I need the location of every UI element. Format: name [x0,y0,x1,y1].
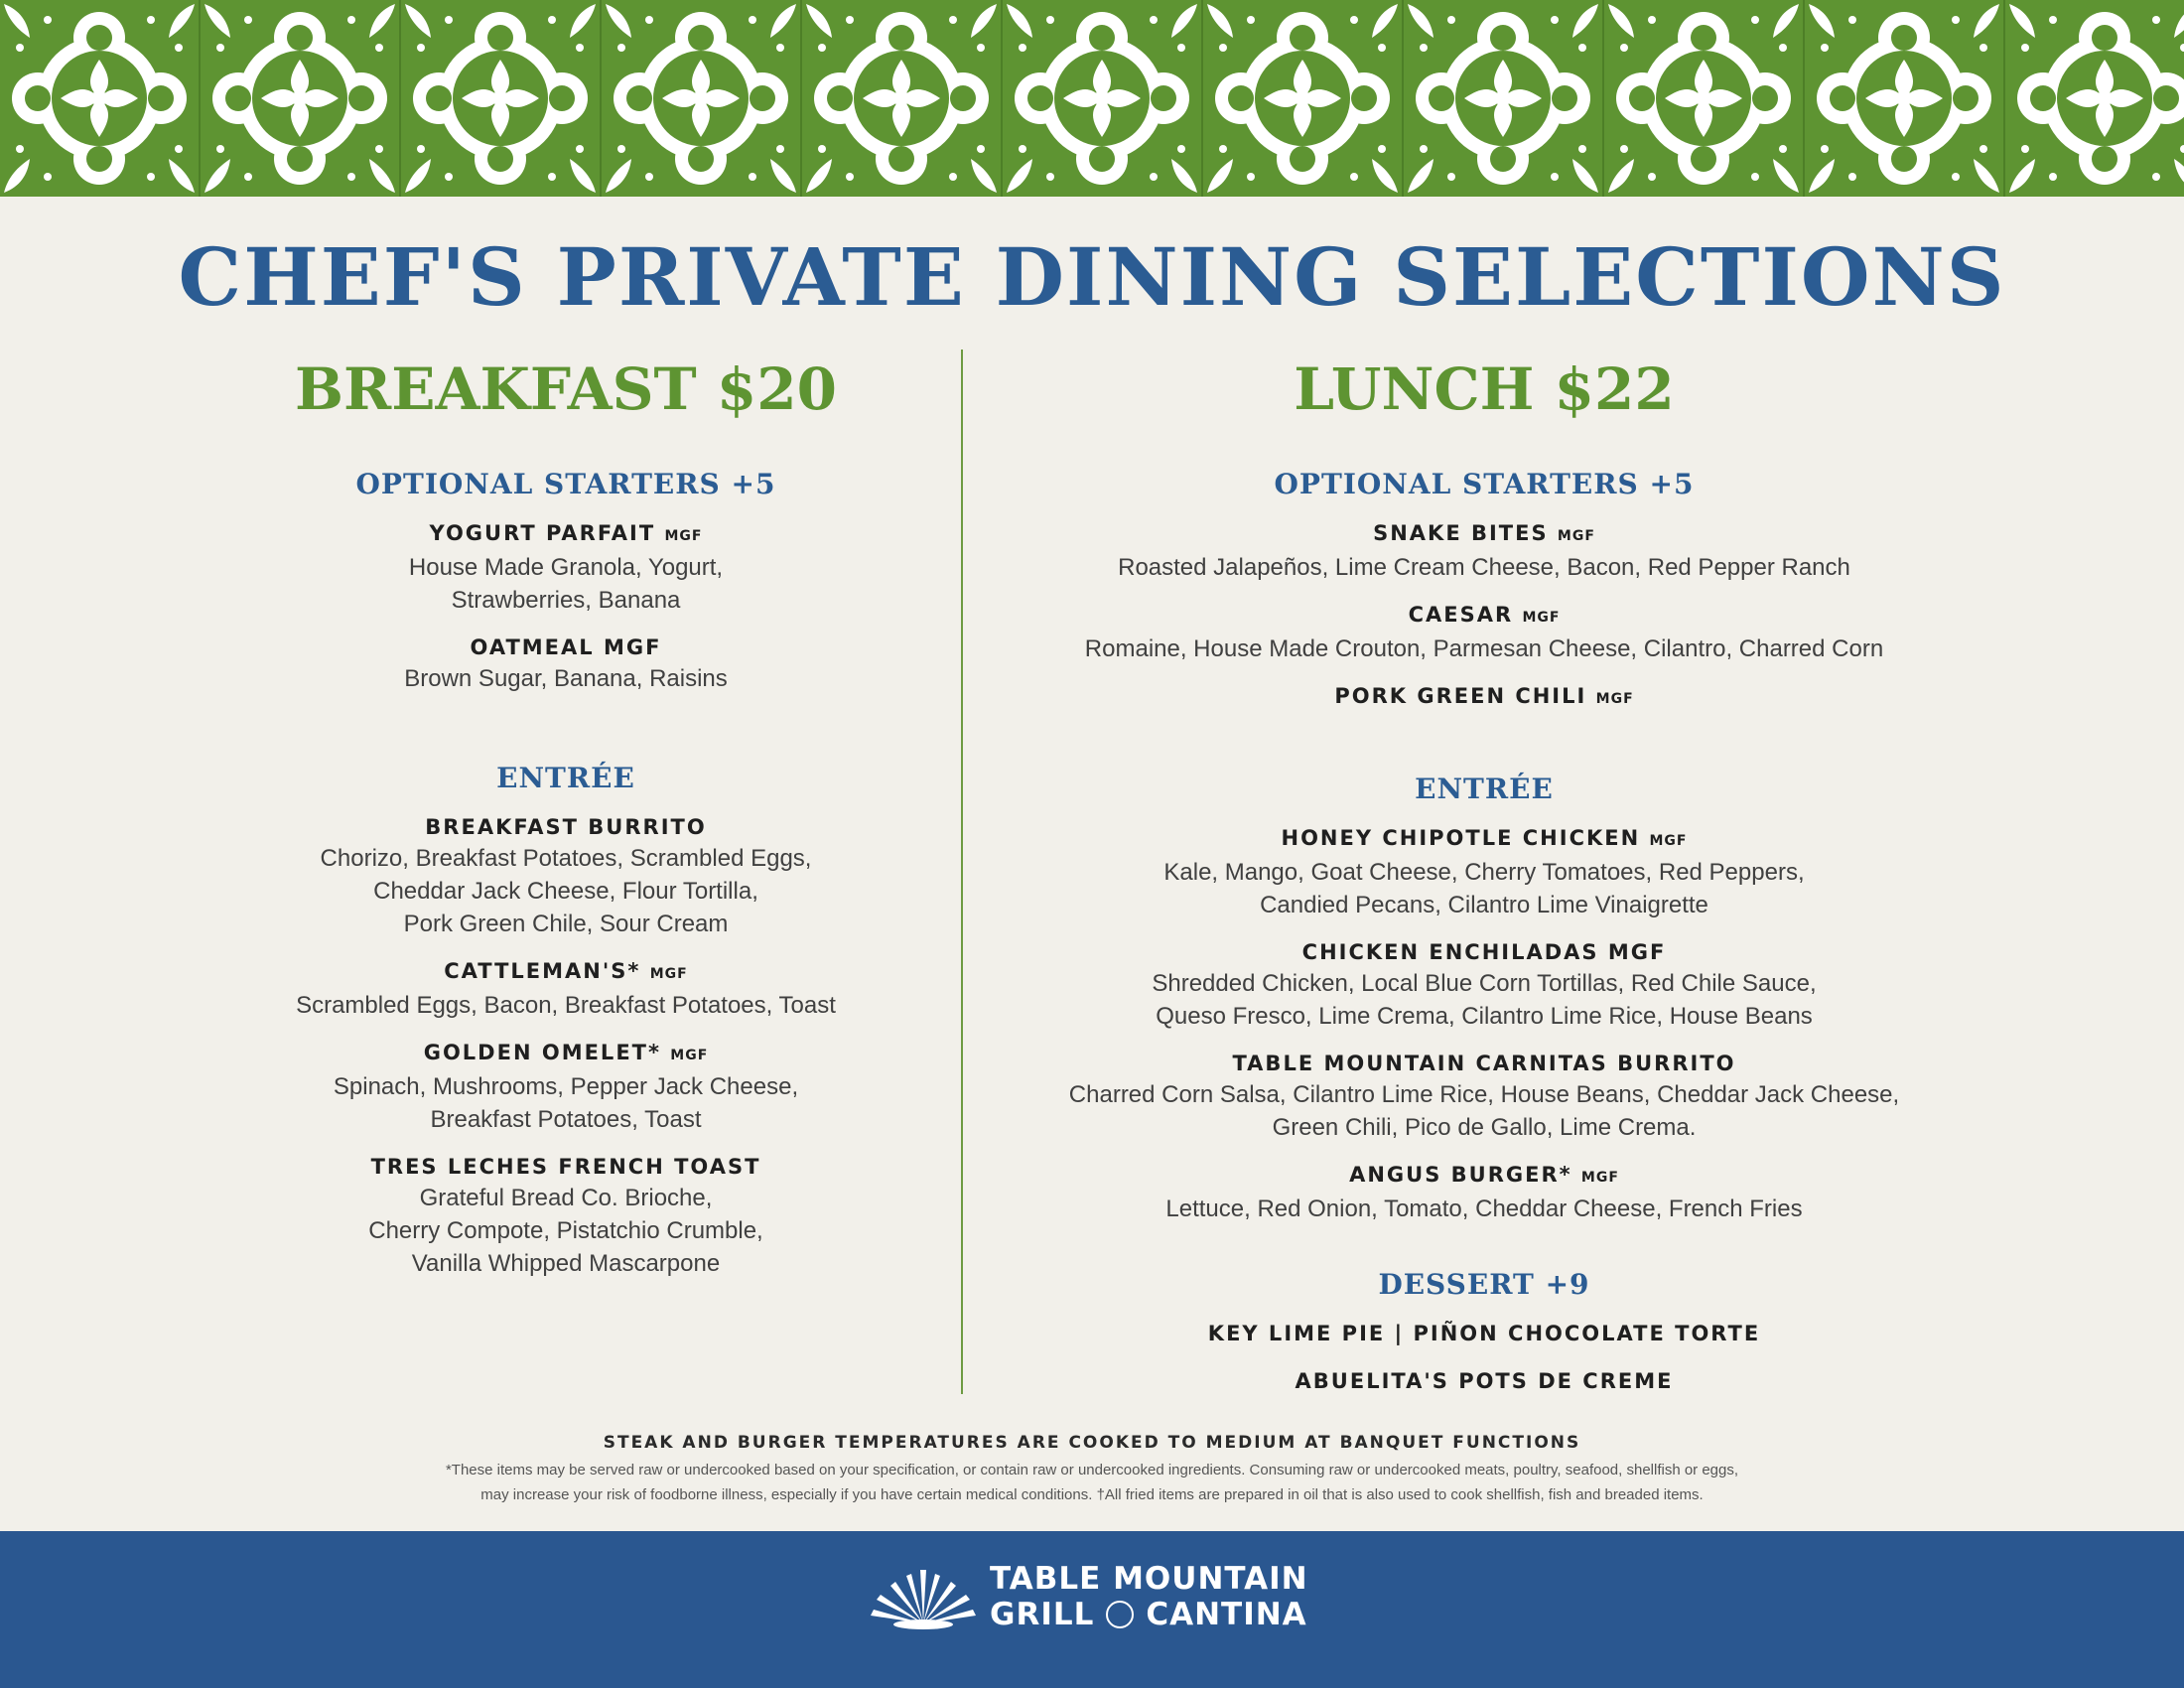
item-description: Brown Sugar, Banana, Raisins [404,665,728,692]
item-name: SNAKE BITES [1373,521,1549,545]
item-name: YOGURT PARFAIT [429,521,656,545]
tile-pattern-icon [201,0,401,197]
menu-item [1047,518,1921,584]
item-name: HONEY CHIPOTLE CHICKEN [1281,826,1641,850]
logo-line-1: TABLE MOUNTAIN [990,1561,1308,1597]
menu-item [1047,1160,1921,1225]
item-tag: MGF [1522,610,1561,626]
lunch-entree-section [1047,770,1921,1225]
logo-word-cantina: CANTINA [1146,1597,1307,1632]
item-tag: MGF [1580,1170,1619,1186]
item-name: TRES LECHES FRENCH TOAST [370,1155,761,1179]
item-tag: MGF [1595,691,1634,707]
item-description: House Made Granola, Yogurt, Strawberries, Banana [408,554,724,614]
tile-pattern-icon [802,0,1003,197]
tile-pattern-icon [1604,0,1805,197]
logo-word-grill: GRILL [990,1597,1095,1632]
item-description: Kale, Mango, Goat Cheese, Cherry Tomatoes, Red Peppers, Candied Pecans, Cilantro Lime Vinaigrette [1163,859,1805,918]
item-name: OATMEAL MGF [470,635,662,659]
item-description: Spinach, Mushrooms, Pepper Jack Cheese, Breakfast Potatoes, Toast [333,1073,799,1133]
lunch-starters-title: OPTIONAL STARTERS +5 [1274,468,1695,500]
menu-item [268,1152,864,1280]
item-tag: MGF [670,1048,709,1063]
lunch-title: LUNCH $22 [1294,355,1675,423]
breakfast-entree-section [268,759,864,1280]
item-name: GOLDEN OMELET* [423,1041,661,1064]
tile-pattern-icon [401,0,602,197]
item-tag: MGF [1557,528,1595,544]
lunch-dessert-title: DESSERT +9 [1378,1268,1590,1301]
tile-pattern-icon [0,0,201,197]
item-name: CHICKEN ENCHILADAS MGF [1301,940,1667,964]
dessert-line-1: KEY LIME PIE | PIÑON CHOCOLATE TORTE [1207,1322,1761,1345]
tile-pattern-icon [1805,0,2005,197]
item-name: BREAKFAST BURRITO [425,815,707,839]
menu-item [268,1038,864,1136]
menu-item [268,633,864,695]
breakfast-column [268,350,864,1320]
menu-item [1047,600,1921,665]
temperature-notice: STEAK AND BURGER TEMPERATURES ARE COOKED TO MEDIUM AT BANQUET FUNCTIONS [603,1433,1581,1453]
item-name: CATTLEMAN'S* [444,959,641,983]
tile-pattern-icon [1404,0,1604,197]
breakfast-starters-section [268,465,864,695]
tile-pattern-icon [2005,0,2184,197]
item-description: Roasted Jalapeños, Lime Cream Cheese, Bacon, Red Pepper Ranch [1118,554,1850,581]
brand-logo [869,1561,1308,1632]
dessert-line-2: ABUELITA'S POTS DE CREME [1295,1369,1674,1393]
item-description: Charred Corn Salsa, Cilantro Lime Rice, House Beans, Cheddar Jack Cheese, Green Chili, Pico de Gallo, Lime Crema. [1068,1081,1900,1141]
tile-pattern-icon [1003,0,1203,197]
breakfast-starters-title: OPTIONAL STARTERS +5 [355,468,776,500]
tile-banner [0,0,2184,197]
item-description: Scrambled Eggs, Bacon, Breakfast Potatoes, Toast [296,992,836,1019]
menu-item [1047,823,1921,921]
item-tag: MGF [664,528,703,544]
item-name: CAESAR [1408,603,1514,627]
tile-pattern-icon [1203,0,1404,197]
menu-item [268,518,864,617]
item-tag: MGF [649,966,688,982]
menu-item [1047,681,1921,714]
lunch-dessert-section [1047,1265,1921,1396]
item-description: Chorizo, Breakfast Potatoes, Scrambled Eggs, Cheddar Jack Cheese, Flour Tortilla, Pork Green Chile, Sour Cream [320,845,812,937]
item-name: PORK GREEN CHILI [1334,684,1587,708]
footer-bar [0,1531,2184,1688]
disclaimer-line-2: may increase your risk of foodborne illness, especially if you have certain medical conditions. †All fried items are prepared in oil that is also used to cook shellfish, fish and breaded items. [480,1486,1704,1503]
menu-item [1047,1049,1921,1144]
lunch-entree-title: ENTRÉE [1415,773,1554,805]
breakfast-title: BREAKFAST $20 [295,355,837,423]
item-name: TABLE MOUNTAIN CARNITAS BURRITO [1232,1052,1736,1075]
item-description: Grateful Bread Co. Brioche, Cherry Compote, Pistatchio Crumble, Vanilla Whipped Mascarpone [368,1185,763,1277]
item-name: ANGUS BURGER* [1349,1163,1572,1187]
column-divider [961,350,963,1394]
menu-item [268,956,864,1022]
item-description: Romaine, House Made Crouton, Parmesan Cheese, Cilantro, Charred Corn [1084,635,1884,662]
breakfast-entree-title: ENTRÉE [496,762,635,794]
lunch-starters-section [1047,465,1921,714]
agave-logo-icon [869,1562,978,1631]
tile-pattern-icon [602,0,802,197]
menu-item [1047,937,1921,1033]
page-title: CHEF'S PRIVATE DINING SELECTIONS [178,230,2006,324]
item-tag: MGF [1649,833,1688,849]
item-description: Lettuce, Red Onion, Tomato, Cheddar Cheese, French Fries [1165,1196,1803,1222]
lunch-column [1047,350,1921,1436]
seal-icon [1106,1601,1134,1628]
menu-item [268,812,864,940]
disclaimer-line-1: *These items may be served raw or undercooked based on your specification, or contain raw or undercooked ingredients. Consuming raw or undercooked meats, poultry, seafood, shellfish or eggs, [445,1462,1739,1478]
disclaimer [357,1458,1827,1507]
item-description: Shredded Chicken, Local Blue Corn Tortillas, Red Chile Sauce, Queso Fresco, Lime Crema, Cilantro Lime Rice, House Beans [1152,970,1817,1030]
